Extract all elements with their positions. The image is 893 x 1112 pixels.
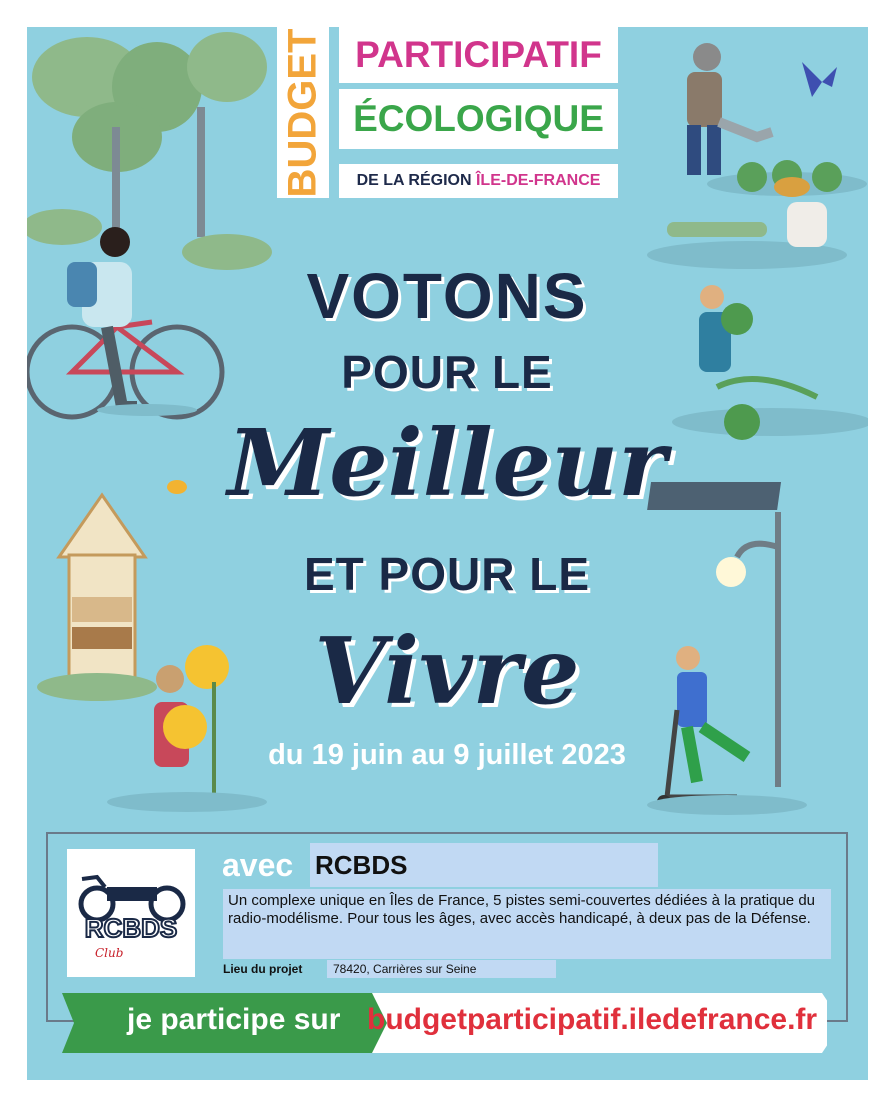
gardener [687,43,867,196]
header-participatif: PARTICIPATIF [339,27,618,83]
title-votons: VOTONS [306,260,588,332]
lieu-label: Lieu du projet [223,962,303,976]
header-region [339,164,618,198]
header-ecologique: ÉCOLOGIQUE [339,89,618,149]
title-meilleur: Meilleur [227,409,667,517]
project-description-field[interactable]: Un complexe unique en Îles de France, 5 pistes semi-couvertes dédiées à la pratique du radio-modélisme. Pour tous les âges, avec accès handicapé, à deux pas de la Défense. [223,889,831,959]
project-logo [67,849,195,977]
title-pour-le: POUR LE [341,346,553,398]
lieu-field[interactable]: 78420, Carrières sur Seine [327,960,556,978]
child-watermelon [672,285,868,440]
poster [27,27,868,1080]
rcbds-logo-icon [67,849,195,977]
avec-label: avec [222,847,294,883]
project-name-field[interactable]: RCBDS [310,843,658,887]
header-region-prefix: DE LA RÉGION [356,172,472,189]
budget-label: BUDGET [280,28,325,198]
logo-club-text: Club [95,946,124,960]
title-vivre: Vivre [314,617,580,725]
logo-text: RCBDS [84,913,178,943]
vote-dates: du 19 juin au 9 juillet 2023 [268,739,626,771]
cta-label: je participe sur [127,1003,341,1036]
budget-label-box [277,27,329,198]
cta-url-link[interactable]: budgetparticipatif.iledefrance.fr [367,1003,818,1036]
title-et-pour-le: ET POUR LE [303,548,591,600]
trees [27,32,272,270]
header-region-name: ÎLE-DE-FRANCE [475,172,601,189]
